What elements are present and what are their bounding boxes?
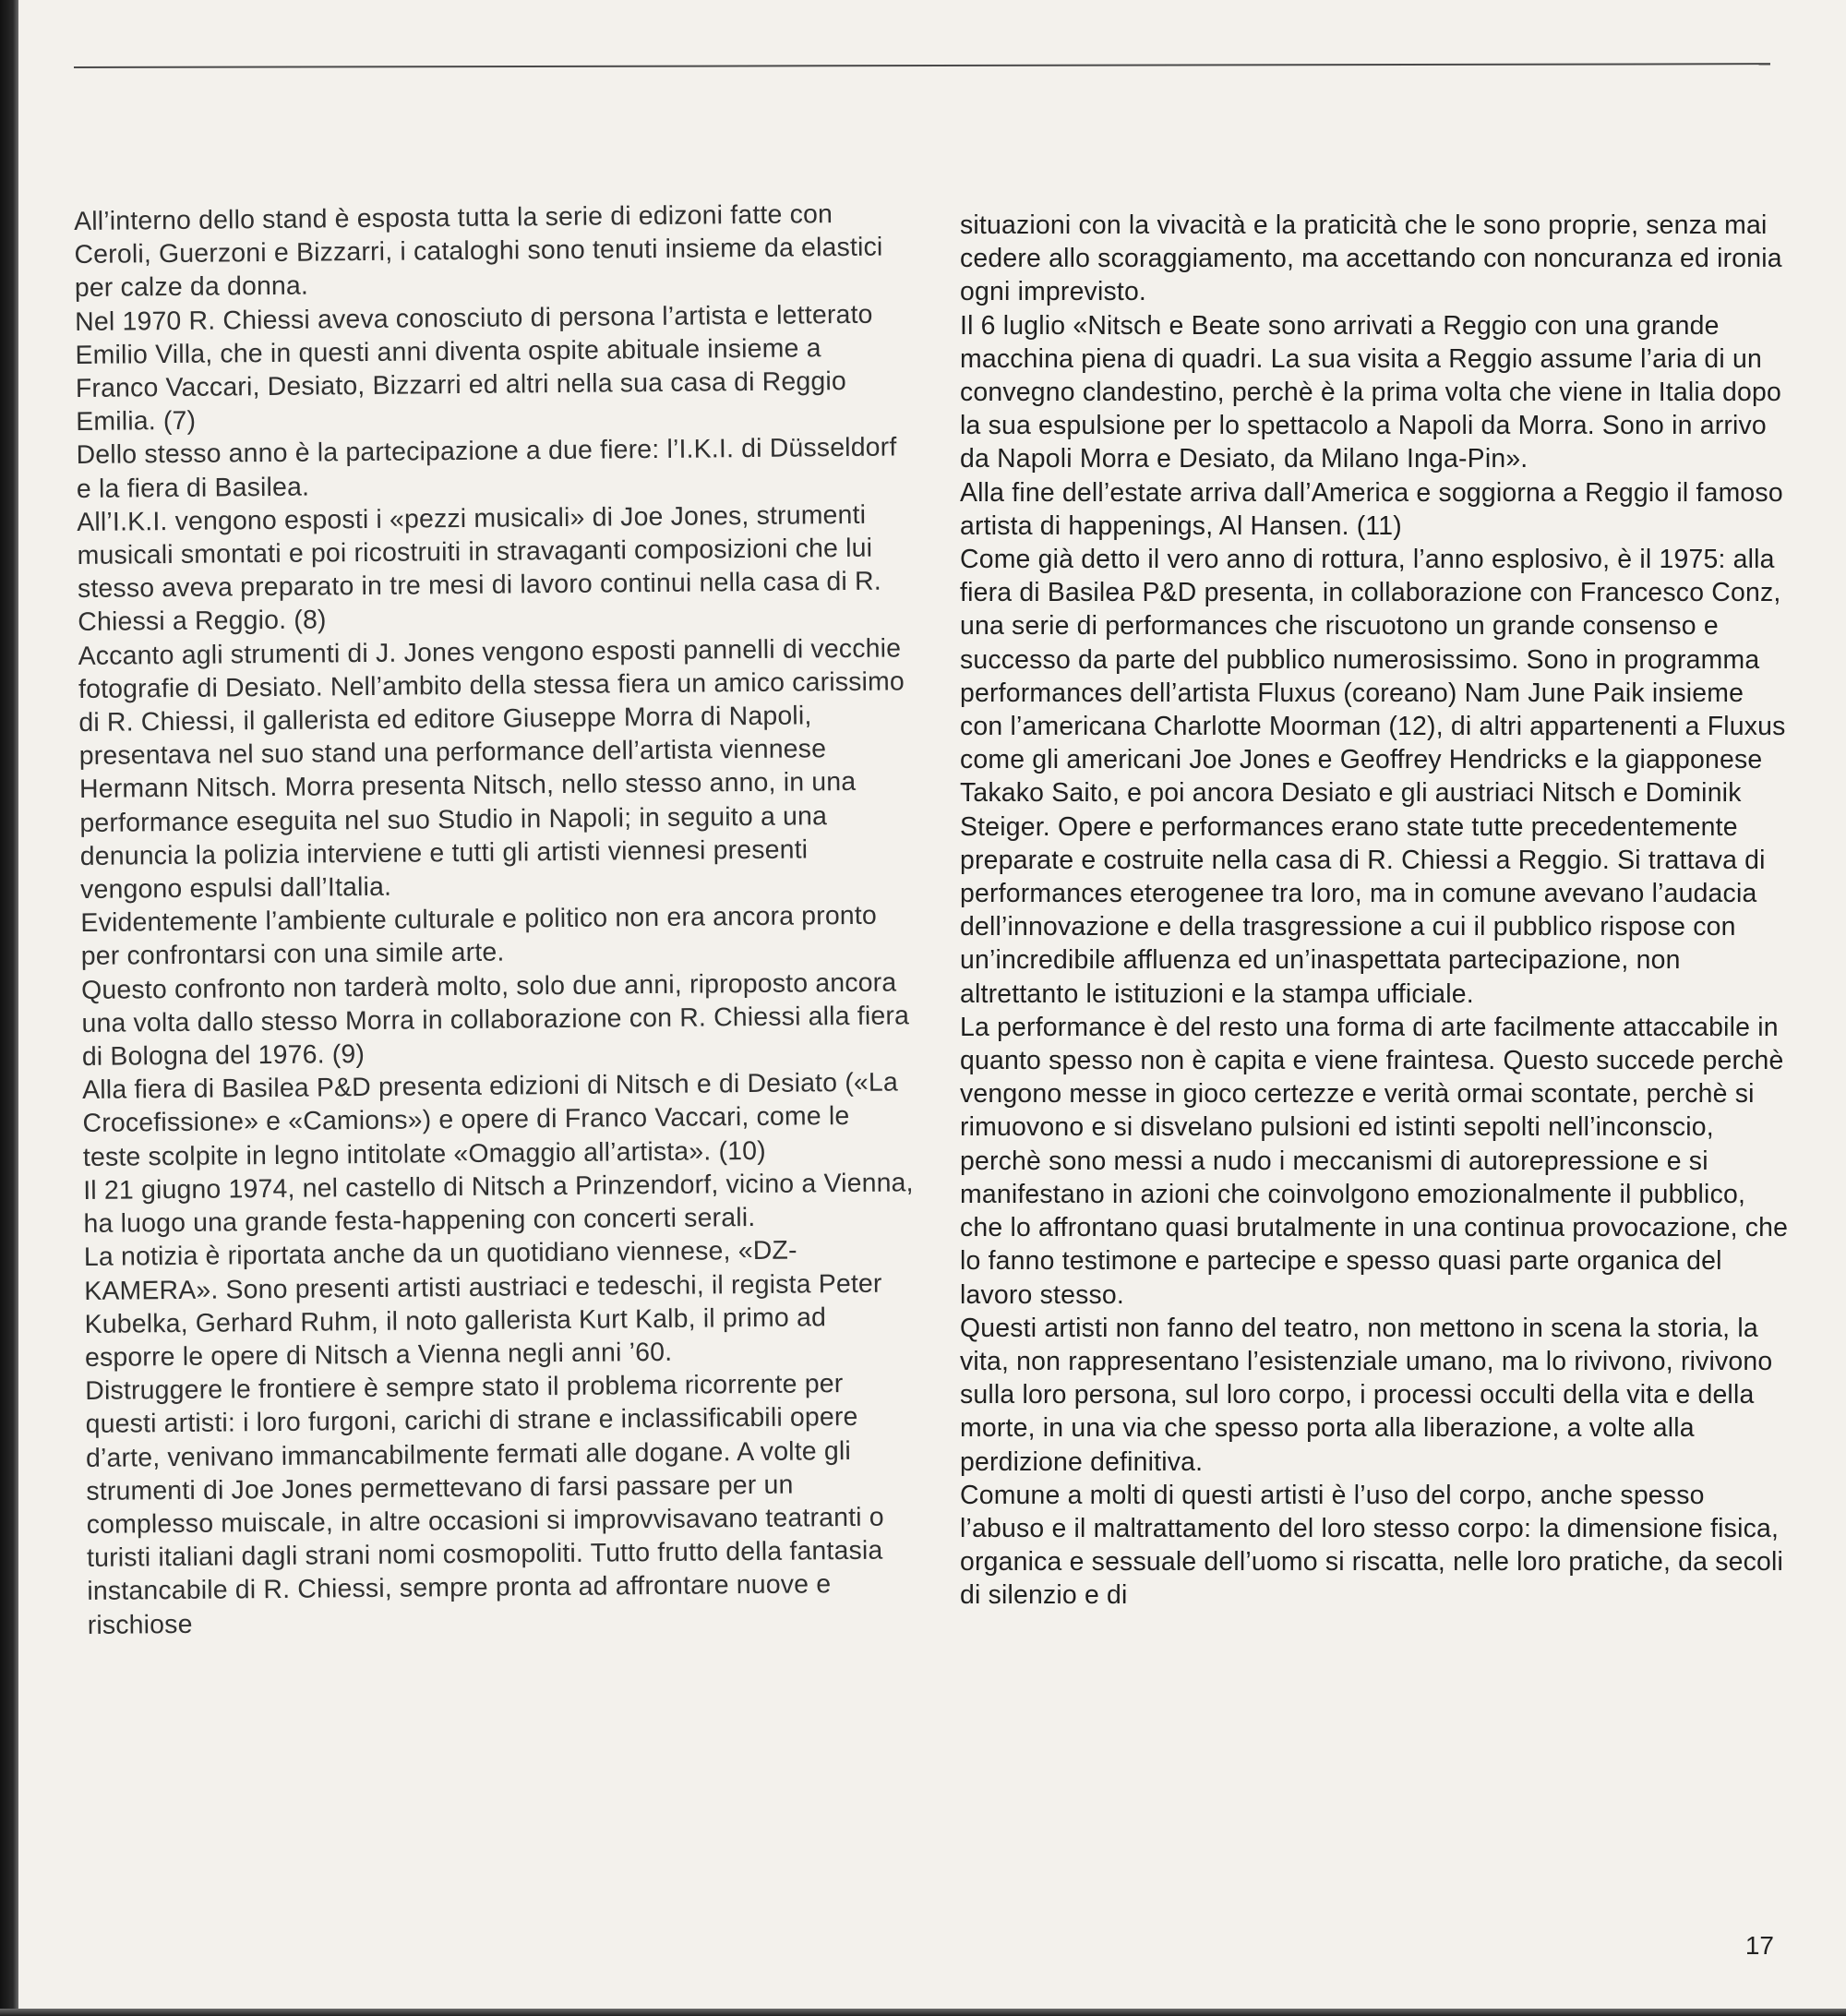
right-text-column [960, 209, 1791, 1613]
paragraph: La notizia è riportata anche da un quotidiano viennese, «DZ-KAMERA». Sono presenti artisti austriaci e tedeschi, il regista Peter Kubelka, Gerhard Ruhm, il noto gallerista Kurt Kalb, il primo ad esporre le opere di Nitsch a Vienna negli anni ’60. [83, 1235, 882, 1373]
paragraph: Alla fine dell’estate arriva dall’America e soggiorna a Reggio il famoso artista di happenings, Al Hansen. (11) [960, 477, 1783, 541]
page-bottom-edge [0, 2009, 1846, 2016]
paragraph: Come già detto il vero anno di rottura, l’anno esplosivo, è il 1975: alla fiera di Basilea P&D presenta, in collaborazione con Francesco Conz, una serie di performances che riscuotono un grande consenso e successo da parte del pubblico numerosissimo. Sono in programma performances dell’artista Fluxus (coreano) Nam June Paik insieme con l’americana Charlotte Moorman (12), di altri appartenenti a Fluxus come gli americani Joe Jones e Geoffrey Hendricks e la giapponese Takako Saito, e poi ancora Desiato e gli austriaci Nitsch e Dominik Steiger. Opere e performances erano state tutte precedentemente preparate e costruite nella casa di R. Chiessi a Reggio. Si trattava di performances eterogenee tra loro, ma in comune avevano l’audacia dell’innovazione e della trasgressione a cui il pubblico rispose con un’incredibile affluenza ed un’inaspettata partecipazione, non altrettanto le istituzioni e la stampa ufficiale. [960, 545, 1786, 1009]
left-text-column [74, 197, 918, 1641]
paragraph: Questi artisti non fanno del teatro, non mettono in scena la storia, la vita, non rappresentano l’esistenziale umano, ma lo rivivono, rivivono sulla loro persona, sul loro corpo, i processi occulti della vita e della morte, in una via che spesso porta alla liberazione, a volte alla perdizione definitiva. [960, 1313, 1773, 1477]
page-binding-edge [0, 0, 18, 2016]
paragraph: situazioni con la vivacità e la praticità che le sono proprie, senza mai cedere allo scoraggiamento, ma accettando con noncuranza ed ironia ogni imprevisto. [960, 210, 1782, 307]
header-rule [74, 63, 1770, 68]
paragraph: All’interno dello stand è esposta tutta la serie di edizoni fatte con Ceroli, Guerzoni e Bizzarri, i cataloghi sono tenuti insieme da elastici per calze da donna. [74, 199, 883, 304]
paragraph: Evidentemente l’ambiente culturale e politico non era ancora pronto per confrontarsi con una simile arte. [80, 900, 878, 972]
paragraph: All’I.K.I. vengono esposti i «pezzi musicali» di Joe Jones, strumenti musicali smontati e poi ricostruiti in stravaganti composizioni che lui stesso aveva preparato in tre mesi di lavoro continui nella casa di R. Chiessi a Reggio. (8) [77, 499, 881, 638]
paragraph: Distruggere le frontiere è sempre stato il problema ricorrente per questi artisti: i loro furgoni, carichi di strane e inclassificabili opere d’arte, venivano immancabilmente fermati alle dogane. A volte gli strumenti di Joe Jones permettevano di farsi passare per un complesso muiscale, in altre occasioni si improvvisavano teatranti o turisti italiani dagli strani nomi cosmopoliti. Tutto frutto della fantasia instancabile di R. Chiessi, sempre pronta ad affrontare nuove e rischiose [85, 1369, 884, 1640]
paragraph: Il 21 giugno 1974, nel castello di Nitsch a Prinzendorf, vicino a Vienna, ha luogo una grande festa-happening con concerti serali. [83, 1168, 914, 1240]
paragraph: Accanto agli strumenti di J. Jones vengono esposti pannelli di vecchie fotografie di Desiato. Nell’ambito della stessa fiera un amico carissimo di R. Chiessi, il gallerista ed editore Giuseppe Morra di Napoli, presentava nel suo stand una performance dell’artista viennese Hermann Nitsch. Morra presenta Nitsch, nello stesso anno, in una performance eseguita nel suo Studio in Napoli; in seguito a una denuncia la polizia interviene e tutti gli artisti viennesi presenti vengono espulsi dall’Italia. [78, 633, 905, 906]
paragraph: Comune a molti di questi artisti è l’uso del corpo, anche spesso l’abuso e il maltrattamento del loro stesso corpo: la dimensione fisica, organica e sessuale dell’uomo si riscatta, nelle loro pratiche, da secoli di silenzio e di [960, 1480, 1784, 1611]
paragraph: Nel 1970 R. Chiessi aveva conosciuto di persona l’artista e letterato Emilio Villa, che in questi anni diventa ospite abituale insieme a Franco Vaccari, Desiato, Bizzarri ed altri nella sua casa di Reggio Emilia. (7) [75, 299, 873, 438]
page-number: 17 [1744, 1931, 1774, 1960]
paragraph: Alla fiera di Basilea P&D presenta edizioni di Nitsch e di Desiato («La Crocefissione» e «Camions») e opere di Franco Vaccari, come le teste scolpite in legno intitolate «Omaggio all’artista». (10) [82, 1067, 899, 1172]
paragraph: Questo confronto non tarderà molto, solo due anni, riproposto ancora una volta dallo stesso Morra in collaborazione con R. Chiessi alla fiera di Bologna del 1976. (9) [81, 967, 910, 1073]
paragraph: Il 6 luglio «Nitsch e Beate sono arrivati a Reggio con una grande macchina piena di quadri. La sua visita a Reggio assume l’aria di un convegno clandestino, perchè è la prima volta che viene in Italia dopo la sua espulsione per lo spettacolo a Napoli da Morra. Sono in arrivo da Napoli Morra e Desiato, da Milano Inga-Pin». [960, 310, 1781, 474]
paragraph: Dello stesso anno è la partecipazione a due fiere: l’I.K.I. di Düsseldorf e la fiera di Basilea. [76, 432, 897, 504]
paragraph: La performance è del resto una forma di arte facilmente attaccabile in quanto spesso non è capita e viene fraintesa. Questo succede perchè vengono messe in gioco certezze e verità ormai scontate, perchè si rimuovono e si disvelano pulsioni ed istinti sepolti nell’inconscio, perchè sono messi a nudo i meccanismi di autorepressione e si manifestano in azioni che coinvolgono emozionalmente il pubblico, che lo affrontano quasi brutalmente in una continua provocazione, che lo fanno testimone e partecipe e spesso quasi parte organica del lavoro stesso. [960, 1012, 1789, 1310]
